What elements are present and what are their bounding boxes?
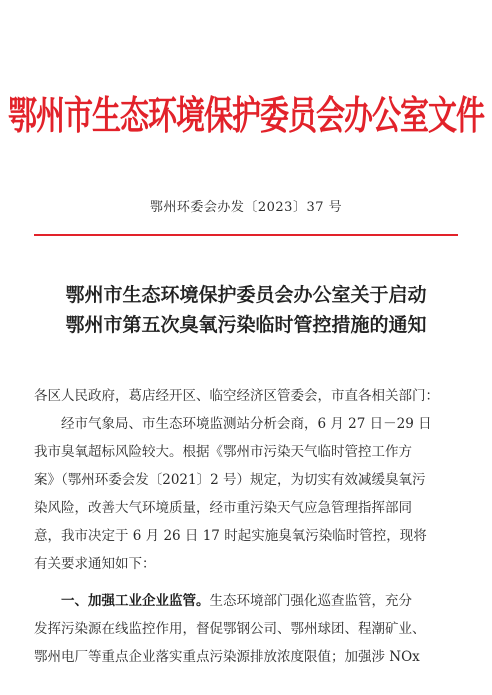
- notice-title: [0, 280, 492, 340]
- paragraph-1: [34, 410, 466, 578]
- document-number: 鄂州环委会办发〔2023〕37 号: [149, 200, 343, 215]
- document-header-title: 鄂州市生态环境保护委员会办公室文件: [7, 92, 484, 139]
- paragraph-1-line-4: 染风险，改善大气环境质量，经市重污染天气应急管理指挥部同: [34, 500, 412, 516]
- paragraph-1-line-3: 案》（鄂州环委会发〔2021〕2 号）规定，为切实有效减缓臭氧污: [34, 472, 426, 488]
- section-1-heading: 一、加强工业企业监管。: [61, 593, 210, 609]
- paragraph-1-line-6: 有关要求通知如下：: [34, 556, 156, 572]
- paragraph-1-line-1: 经市气象局、市生态环境监测站分析会商，6 月 27 日－29 日: [61, 416, 432, 432]
- paragraph-1-line-2: 我市臭氧超标风险较大。根据《鄂州市污染天气临时管控工作方: [34, 444, 412, 460]
- section-1-line-1: [34, 587, 466, 615]
- section-1: [34, 587, 466, 671]
- notice-title-line-1: 鄂州市生态环境保护委员会办公室关于启动: [65, 284, 427, 306]
- paragraph-1-line-5: 意，我市决定于 6 月 26 日 17 时起实施臭氧污染临时管控，现将: [34, 528, 427, 544]
- section-1-line-1-rest: 生态环境部门强化巡查监管，充分: [209, 593, 412, 609]
- salutation-line: 各区人民政府，葛店经开区、临空经济区管委会，市直各相关部门：: [34, 388, 439, 404]
- notice-title-line-2: 鄂州市第五次臭氧污染临时管控措施的通知: [65, 314, 427, 336]
- salutation: [34, 382, 466, 410]
- section-1-line-2: 发挥污染源在线监控作用，督促鄂钢公司、鄂州球团、程潮矿业、: [34, 621, 426, 637]
- red-divider-line: [34, 234, 458, 236]
- section-1-line-3: 鄂州电厂等重点企业落实重点污染源排放浓度限值；加强涉 NOx: [34, 649, 420, 665]
